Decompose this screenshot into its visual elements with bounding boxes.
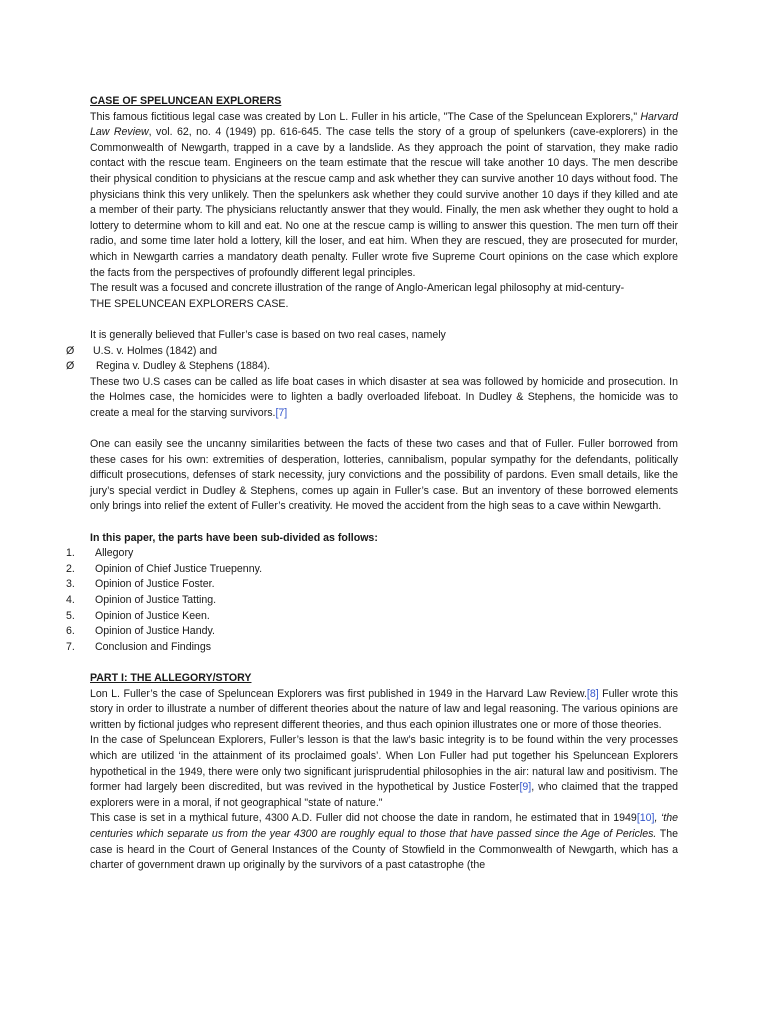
cases-list <box>66 344 678 375</box>
list-item <box>66 624 678 640</box>
list-item <box>66 640 678 656</box>
intro-text-b: , vol. 62, no. 4 (1949) pp. 616-645. The case tells the story of a group of spelunkers (cave-explorers) in the Commonwealth of Newgarth, trapped in a cave by a landslide. As they approach the point of starvation, they make radio contact with the rescue team. Engineers on the team estimate that the rescue will take another 10 days. The men describe their physical condition to physicians at the rescue camp and ask whether they can survive another 10 days without food. The physicians think this very unlikely. Then the spelunkers ask whether they could survive another 10 days if they killed and ate a member of their party. The physicians reluctantly answer that they would. Finally, the men ask whether they ought to hold a lottery to determine whom to kill and eat. No one at the rescue camp is willing to answer this question. The men turn off their radio, and some time later hold a lottery, kill the loser, and eat him. When they are rescued, they are prosecuted for murder, which in Newgarth carries a mandatory death penalty. Fuller wrote five Supreme Court opinions on the case which explore the facts from the perspectives of profoundly different legal principles. <box>90 126 678 279</box>
list-item <box>66 546 678 562</box>
part1-paragraph-1 <box>90 687 678 734</box>
document-title: CASE OF SPELUNCEAN EXPLORERS <box>90 95 282 107</box>
bullet-icon: Ø <box>66 344 75 357</box>
list-label: Conclusion and Findings <box>95 640 212 653</box>
list-item <box>66 609 678 625</box>
footnote-ref-8[interactable]: [8] <box>586 687 599 700</box>
lifeboat-text: These two U.S cases can be called as life boat cases in which disaster at sea was followed by homicide and prosecution. In the Holmes case, the homicides were to lighten a badly overloaded lifeboat. In Dudley & Stephens, the homicide was to create a meal for the starving survivors. <box>90 375 678 419</box>
list-label: Opinion of Chief Justice Truepenny. <box>95 562 263 575</box>
part1-p3-text-b: The case is heard in the Court of General Instances of the County of Stowfield in the Commonwealth of Newgarth, which has a charter of government drawn up originally by the survivors of a past catastrophe (the <box>90 827 678 872</box>
list-item <box>66 593 678 609</box>
journal-name: Harvard Law Review <box>90 110 678 139</box>
intro-paragraph <box>90 110 678 282</box>
part1-p2-text-b: , who claimed that the trapped explorers were in a moral, if not geographical "state of nature." <box>90 781 678 809</box>
list-number: 4. <box>66 594 75 606</box>
part1-text-a: Lon L. Fuller’s the case of Speluncean Explorers was first published in 1949 in the Harvard Law Review. <box>90 687 587 700</box>
list-label: Opinion of Justice Keen. <box>95 609 210 622</box>
list-number: 3. <box>66 578 75 591</box>
part1-p3-text-a: This case is set in a mythical future, 4300 A.D. Fuller did not choose the date in random, he estimated that in 1949 <box>90 812 637 825</box>
footnote-ref-9[interactable]: [9] <box>519 781 532 794</box>
list-label: Allegory <box>95 547 134 560</box>
part1-text-b: Fuller wrote this story in order to illustrate a number of different theories about the nature of law and legal reasoning. The various opinions are written by fictional judges who represent different theories, and thus each opinion illustrates one or more of those theories. <box>90 687 678 731</box>
footnote-ref-10[interactable]: [10] <box>636 812 655 825</box>
bullet-icon: Ø <box>66 360 75 373</box>
pericles-quote: , ‘the centuries which separate us from the year 4300 are roughly equal to those that have passed since the Age of Pericles. <box>90 812 679 840</box>
list-item <box>66 359 678 375</box>
lifeboat-paragraph <box>90 375 678 422</box>
result-caps: THE SPELUNCEAN EXPLORERS CASE. <box>90 297 289 310</box>
list-number: 6. <box>66 625 75 638</box>
list-item <box>66 562 678 578</box>
intro-text-a: This famous fictitious legal case was created by Lon L. Fuller in his article, "The Case of the Speluncean Explorers," <box>90 110 641 123</box>
list-number: 1. <box>66 547 75 560</box>
parts-heading: In this paper, the parts have been sub-divided as follows: <box>90 531 378 544</box>
case-label: Regina v. Dudley & Stephens (1884). <box>96 360 271 373</box>
similarities-paragraph: One can easily see the uncanny similarities between the facts of these two cases and that of Fuller. Fuller borrowed from these cases for his own: extremities of desperation, lotteries, cannibalism, popular sympathy for the defendants, politically difficult prosecutions, defenses of stark necessity, jury convictions and the possibility of pardons. Even small details, like the jury’s special verdict in Dudley & Stephens, comes up again in Fuller’s case. But an inventory of these borrowed elements only brings into relief the extent of Fuller’s creativity. He moved the accident from the high seas to a cave within Newgarth. <box>90 438 678 513</box>
case-label: U.S. v. Holmes (1842) and <box>93 344 218 357</box>
part1-paragraph-2 <box>90 733 678 811</box>
list-number: 7. <box>66 640 75 653</box>
part1-title: PART I: THE ALLEGORY/STORY <box>90 671 252 684</box>
list-item <box>66 577 678 593</box>
list-number: 2. <box>66 562 75 575</box>
list-label: Opinion of Justice Foster. <box>95 578 215 591</box>
list-number: 5. <box>66 609 75 622</box>
result-paragraph: The result was a focused and concrete illustration of the range of Anglo-American legal philosophy at mid-century- <box>90 282 625 295</box>
believed-paragraph: It is generally believed that Fuller’s case is based on two real cases, namely <box>90 328 446 341</box>
list-item <box>66 344 678 360</box>
part1-p2-text-a: In the case of Speluncean Explorers, Fuller’s lesson is that the law’s basic integrity is to be found within the very processes which are utilized ‘in the attainment of its proclaimed goals’. When Lon Fuller had put together his Speluncean Explorers hypothetical in the 1949, there were only two significant jurisprudential philosophies in the air: natural law and positivism. The former had largely been discredited, but was revived in the hypothetical by Justice Foster <box>90 734 678 794</box>
footnote-ref-7[interactable]: [7] <box>275 406 288 419</box>
document-body <box>66 94 679 874</box>
part1-paragraph-3 <box>90 811 678 873</box>
list-label: Opinion of Justice Tatting. <box>95 594 217 606</box>
parts-list <box>66 546 678 655</box>
list-label: Opinion of Justice Handy. <box>95 625 215 638</box>
